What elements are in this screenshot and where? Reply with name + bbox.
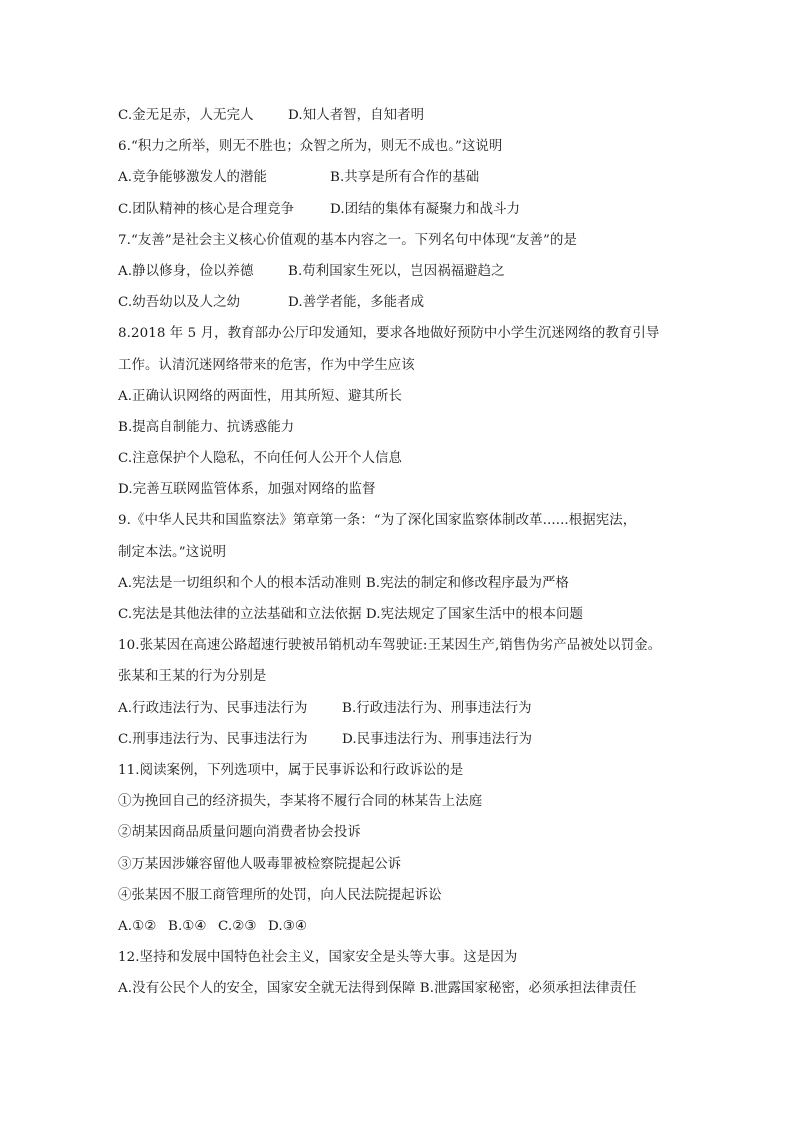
option-row <box>118 287 698 318</box>
option-b: B.提高自制能力、抗诱惑能力 <box>118 419 295 435</box>
question-10: 10.张某因在高速公路超速行驶被吊销机动车驾驶证:王某因生产,销售伪劣产品被处以罚金。 <box>118 638 662 654</box>
option-row <box>118 162 698 193</box>
option-b: B.共享是所有合作的基础 <box>330 170 480 186</box>
option-a: A.静以修身，俭以养德 <box>118 263 254 279</box>
option-d: D.③④ <box>268 918 307 934</box>
option-d: D.民事违法行为、刑事违法行为 <box>342 731 533 747</box>
question-6: 6.“积力之所举，则无不胜也；众智之所为，则无不成也。”这说明 <box>118 139 503 155</box>
option-row: A.宪法是一切组织和个人的根本活动准则 B.宪法的制定和修改程序最为严格 <box>118 575 569 591</box>
option-row <box>118 911 698 942</box>
option-c: C.幼吾幼以及人之幼 <box>118 295 241 311</box>
question-content <box>118 100 698 1004</box>
question-7: 7.“友善”是社会主义核心价值观的基本内容之一。下列名句中体现“友善”的是 <box>118 232 577 248</box>
option-b: B.①④ <box>168 918 207 934</box>
question-8-cont: 工作。认清沉迷网络带来的危害，作为中学生应该 <box>118 357 415 373</box>
option-d: D.知人者智，自知者明 <box>288 108 425 123</box>
question-8: 8.2018 年 5 月，教育部办公厅印发通知，要求各地做好预防中小学生沉迷网络的教育引导 <box>118 326 660 342</box>
option-row <box>118 693 698 724</box>
option-b: B.行政违法行为、刑事违法行为 <box>342 700 532 716</box>
option-row <box>118 100 698 131</box>
option-a: A.竞争能够激发人的潜能 <box>118 170 268 186</box>
option-row <box>118 724 698 755</box>
option-a: A.①② <box>118 918 157 934</box>
case-item-1: ①为挽回自己的经济损失，李某将不履行合同的林某告上法庭 <box>118 794 483 810</box>
option-d: D.团结的集体有凝聚力和战斗力 <box>330 201 521 217</box>
question-12: 12.坚持和发展中国特色社会主义，国家安全是头等大事。这是因为 <box>118 950 518 966</box>
option-a: A.正确认识网络的两面性，用其所短、避其所长 <box>118 388 402 404</box>
option-b: B.苟利国家生死以，岂因祸福避趋之 <box>288 263 505 279</box>
option-d: D.善学者能，多能者成 <box>288 295 425 311</box>
option-d: D.完善互联网监管体系，加强对网络的监督 <box>118 482 376 498</box>
option-c: C.刑事违法行为、民事违法行为 <box>118 731 308 747</box>
option-row <box>118 256 698 287</box>
option-row: A.没有公民个人的安全，国家安全就无法得到保障 B.泄露国家秘密，必须承担法律责任 <box>118 981 637 997</box>
option-row: C.宪法是其他法律的立法基础和立法依据 D.宪法规定了国家生活中的根本问题 <box>118 607 583 622</box>
case-item-3: ③万某因涉嫌容留他人吸毒罪被检察院提起公诉 <box>118 856 402 872</box>
question-9-cont: 制定本法。”这说明 <box>118 544 227 560</box>
option-c: C.团队精神的核心是合理竞争 <box>118 201 295 217</box>
option-c: C.注意保护个人隐私，不向任何人公开个人信息 <box>118 451 403 467</box>
case-item-2: ②胡某因商品质量问题向消费者协会投诉 <box>118 825 361 841</box>
case-item-4: ④张某因不服工商管理所的处罚，向人民法院提起诉讼 <box>118 887 442 903</box>
option-a: A.行政违法行为、民事违法行为 <box>118 700 308 716</box>
question-11: 11.阅读案例，下列选项中，属于民事诉讼和行政诉讼的是 <box>118 762 464 778</box>
question-9: 9.《中华人民共和国监察法》第章第一条：“为了深化国家监察体制改革......根据宪法， <box>118 513 637 529</box>
option-c: C.金无足赤，人无完人 <box>118 108 254 123</box>
question-10-cont: 张某和王某的行为分别是 <box>118 669 267 685</box>
option-row <box>118 194 698 225</box>
option-c: C.②③ <box>218 918 257 934</box>
